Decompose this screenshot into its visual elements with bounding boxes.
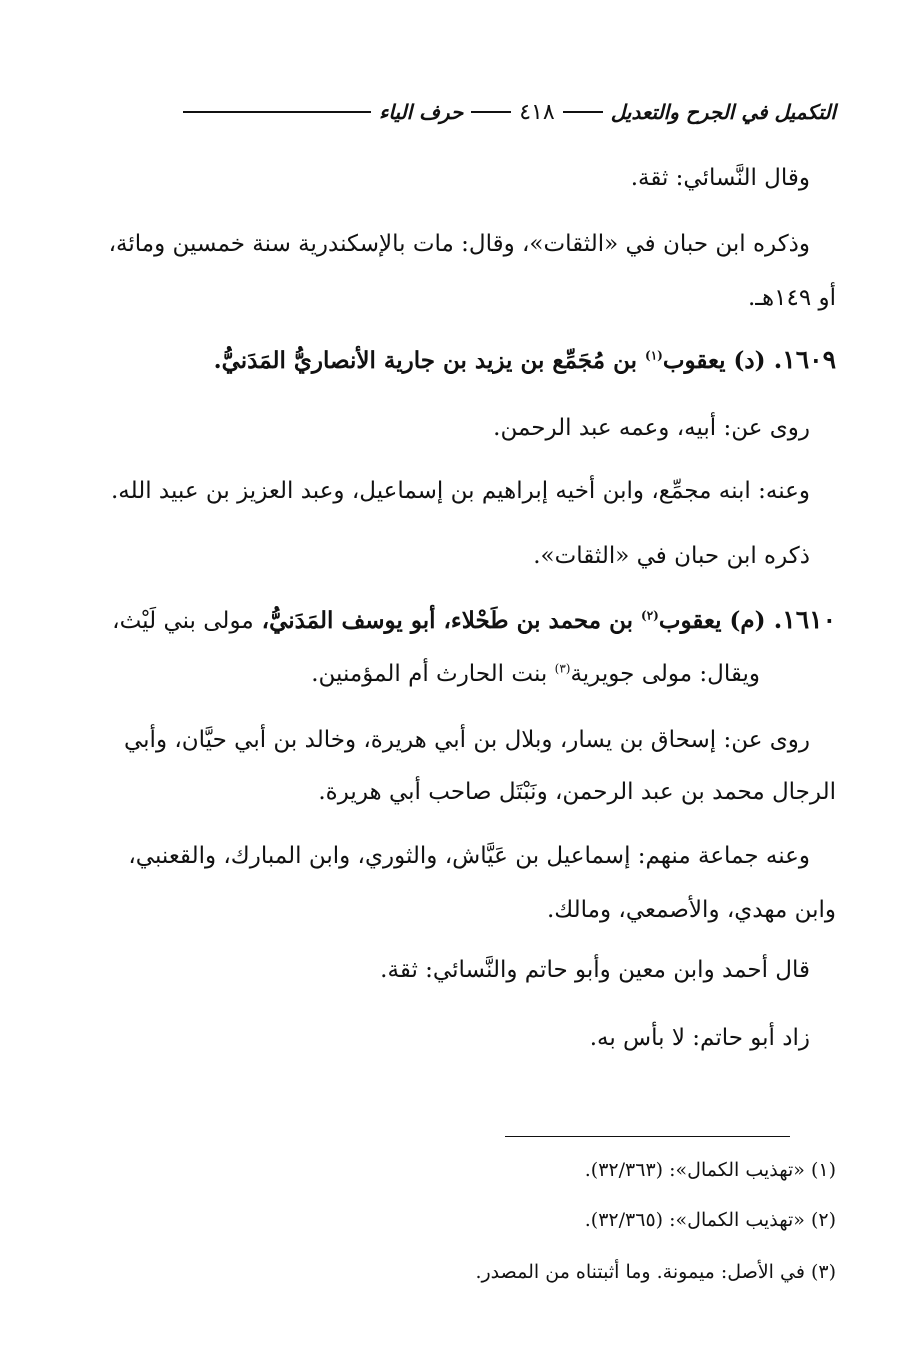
- footnote: (١) «تهذيب الكمال»: (٣٢/٣٦٣).: [584, 1159, 836, 1181]
- entry-number: ١٦٠٩.: [773, 345, 836, 374]
- text-line: قال أحمد وابن معين وأبو حاتم والنَّسائي: ثقة.: [380, 957, 810, 983]
- text-line: وابن مهدي، والأصمعي، ومالك.: [546, 897, 836, 923]
- text-line: ذكره ابن حبان في «الثقات».: [533, 543, 810, 569]
- text-line: وقال النَّسائي: ثقة.: [630, 165, 810, 191]
- entry-heading-1610: [105, 600, 836, 641]
- book-title: التكميل في الجرح والتعديل: [610, 100, 836, 124]
- text-line: [105, 654, 760, 694]
- footnote: (٢) «تهذيب الكمال»: (٣٢/٣٦٥).: [584, 1209, 836, 1231]
- header-dash: [563, 111, 603, 113]
- header-dash: [183, 111, 371, 113]
- entry-name-rest: بن مُجَمِّع بن يزيد بن جارية الأنصاريُّ المَدَنيُّ.: [213, 347, 637, 374]
- entry-number: ١٦١٠.: [773, 605, 836, 634]
- entry-symbol: (م): [729, 607, 766, 634]
- text-line: وذكره ابن حبان في «الثقات»، وقال: مات بالإسكندرية سنة خمسين ومائة،: [108, 231, 810, 257]
- footnote-mark: (٣): [554, 661, 571, 676]
- header-dash: [471, 111, 511, 113]
- entry-name-rest: بن محمد بن طَحْلاء، أبو يوسف المَدَنيُّ،: [261, 607, 633, 634]
- footnote-mark: (١): [645, 348, 663, 363]
- text-line: روى عن: إسحاق بن يسار، وبلال بن أبي هريرة، وخالد بن أبي حيَّان، وأبي: [123, 727, 810, 753]
- text-line: وعنه جماعة منهم: إسماعيل بن عَيَّاش، والثوري، وابن المبارك، والقعنبي،: [128, 843, 810, 869]
- text-line: الرجال محمد بن عبد الرحمن، ونَبْتَل صاحب أبي هريرة.: [318, 779, 836, 805]
- running-header: [175, 92, 836, 132]
- text-line: أو ١٤٩هـ.: [747, 285, 836, 311]
- text-line: زاد أبو حاتم: لا بأس به.: [589, 1025, 810, 1051]
- text-line: روى عن: أبيه، وعمه عبد الرحمن.: [493, 415, 810, 441]
- text-line: وعنه: ابنه مجمِّع، وابن أخيه إبراهيم بن إسماعيل، وعبد العزيز بن عبيد الله.: [110, 478, 810, 504]
- entry-name-tail: مولى بني لَيْث،: [112, 608, 254, 634]
- entry-heading-1609: [105, 340, 836, 381]
- alt-attribution-rest: بنت الحارث أم المؤمنين.: [311, 661, 548, 687]
- alt-attribution: ويقال: مولى جويرية: [570, 661, 760, 687]
- page-number: ٤١٨: [519, 99, 555, 125]
- entry-symbol: (د): [733, 347, 766, 374]
- footnote-mark: (٢): [641, 608, 659, 623]
- entry-name: يعقوب: [662, 347, 726, 374]
- entry-name: يعقوب: [658, 607, 722, 634]
- footnote: (٣) في الأصل: ميمونة. وما أثبتناه من المصدر.: [475, 1261, 836, 1283]
- footnote-divider: [505, 1136, 790, 1137]
- chapter-title: حرف الياء: [378, 100, 464, 124]
